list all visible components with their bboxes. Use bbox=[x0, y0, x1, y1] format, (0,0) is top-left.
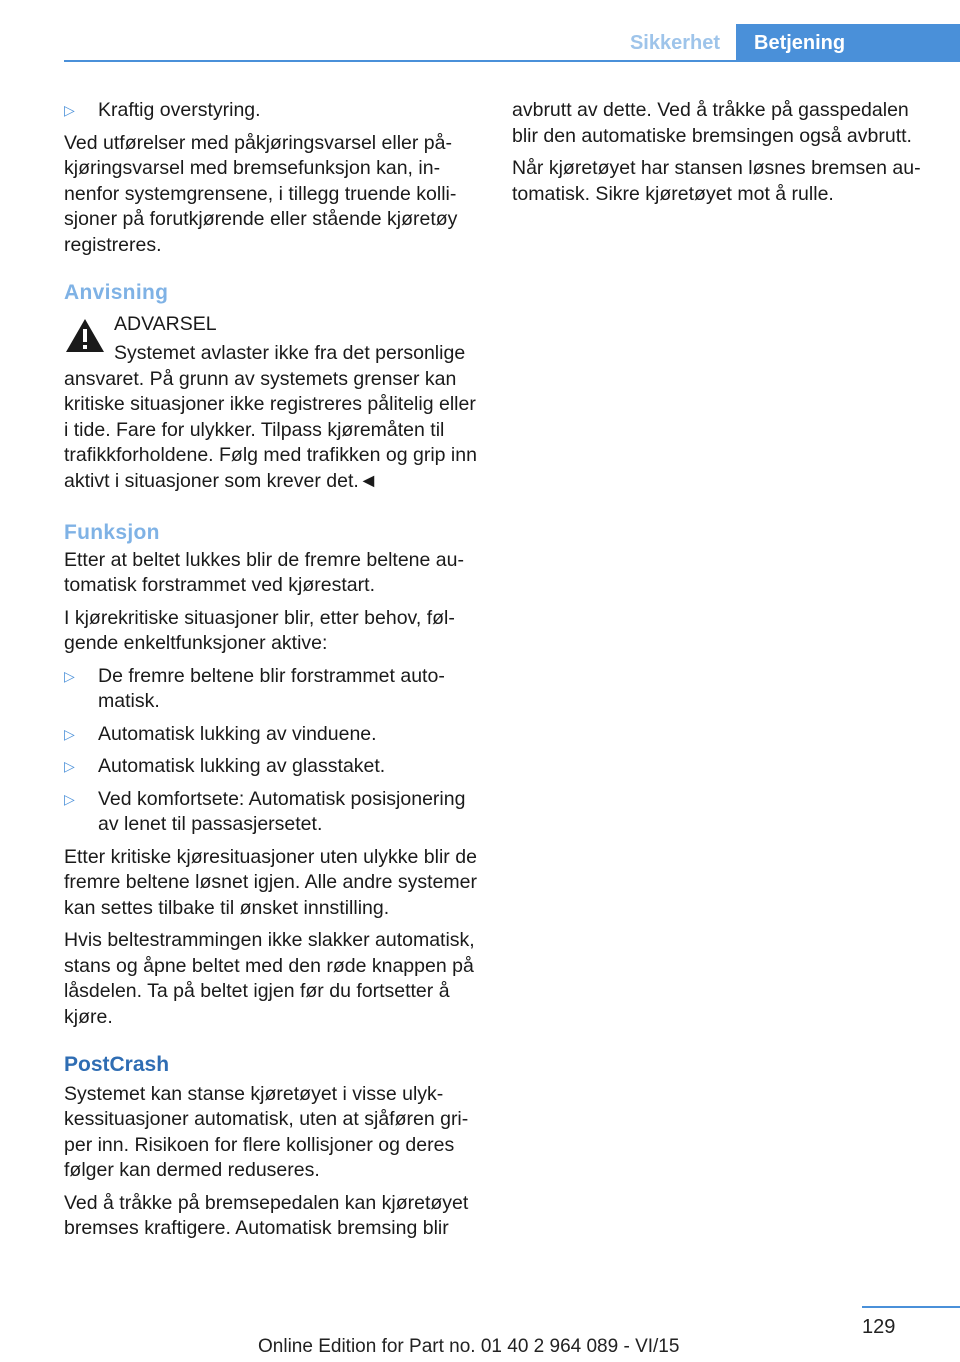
paragraph: Etter at beltet lukkes blir de fremre beltene automatisk forstrammet ved kjørestart. bbox=[64, 548, 464, 596]
list-item bbox=[64, 98, 478, 124]
tab-betjening[interactable]: Betjening bbox=[736, 24, 960, 62]
triangle-right-icon: ▷ bbox=[64, 758, 75, 774]
paragraph: Ved å tråkke på bremsepedalen kan kjøretøyet bremses kraftigere. Automatisk bremsing blir bbox=[64, 1191, 469, 1239]
bullet-text: Kraftig overstyring. bbox=[98, 99, 261, 121]
bullet-text: Automatisk lukking av vinduene. bbox=[98, 722, 377, 745]
list-item bbox=[64, 722, 478, 748]
bullet-text: Ved komfortsete: Automatisk posisjonering av lenet til passasjersetet. bbox=[98, 787, 466, 835]
triangle-right-icon: ▷ bbox=[64, 667, 75, 684]
triangle-right-icon: ▷ bbox=[64, 102, 75, 118]
edition-note: Online Edition for Part no. 01 40 2 964 089 - VI/15 bbox=[258, 1336, 680, 1357]
paragraph: Ved utførelser med påkjøringsvarsel eller påkjøringsvarsel med bremsefunksjon kan, innenfor systemgrensene, i tillegg truende kollisjoner på forutkjørende eller stående kjøretøy registreres. bbox=[64, 131, 458, 256]
header-divider bbox=[64, 60, 960, 62]
heading-anvisning: Anvisning bbox=[64, 281, 169, 304]
paragraph: I kjørekritiske situasjoner blir, etter behov, følgende enkeltfunksjoner aktive: bbox=[64, 606, 455, 654]
paragraph: Etter kritiske kjøresituasjoner uten ulykke blir de fremre beltene løsnet igjen. Alle andre systemer kan settes tilbake til ønsket innstilling. bbox=[64, 845, 477, 919]
warning-title: ADVARSEL bbox=[114, 312, 217, 335]
warning-text: Systemet avlaster ikke fra det personlige ansvaret. På grunn av systemets grenser kan kritiske situasjoner ikke registreres pålitelig eller i tide. Fare for ulykker. Tilpass kjøremåten til trafikkforholdene. Følg med trafikken og grip inn aktivt i situasjoner som krever det.◄ bbox=[64, 342, 477, 492]
right-column bbox=[512, 98, 932, 214]
paragraph: Når kjøretøyet har stansen løsnes bremsen automatisk. Sikre kjøretøyet mot å rulle. bbox=[512, 157, 921, 205]
warning-triangle-icon bbox=[64, 316, 106, 354]
page-header bbox=[0, 0, 960, 62]
footer-divider bbox=[862, 1306, 960, 1308]
paragraph: Systemet kan stanse kjøretøyet i visse ulykkessituasjoner automatisk, uten at sjåføren griper inn. Risikoen for flere kollisjoner og deres følger kan dermed reduseres. bbox=[64, 1082, 469, 1181]
list-item bbox=[64, 664, 478, 715]
tab-sikkerhet[interactable]: Sikkerhet bbox=[629, 32, 720, 54]
list-item bbox=[64, 754, 478, 780]
triangle-right-icon: ▷ bbox=[64, 725, 75, 742]
paragraph: Hvis beltestrammingen ikke slakker automatisk, stans og åpne beltet med den røde knappen på låsdelen. Ta på beltet igjen før du fortsetter å kjøre. bbox=[64, 929, 475, 1028]
bullet-text: Automatisk lukking av glasstaket. bbox=[98, 755, 386, 777]
heading-postcrash: PostCrash bbox=[64, 1053, 170, 1076]
page-number: 129 bbox=[862, 1316, 896, 1338]
bullet-text: De fremre beltene blir forstrammet automatisk. bbox=[98, 664, 445, 712]
list-item bbox=[64, 787, 478, 838]
warning-block bbox=[64, 312, 478, 495]
triangle-right-icon: ▷ bbox=[64, 790, 75, 807]
left-column bbox=[64, 98, 478, 1249]
heading-funksjon: Funksjon bbox=[64, 521, 160, 544]
paragraph: avbrutt av dette. Ved å tråkke på gasspedalen blir den automatiske bremsingen også avbrutt. bbox=[512, 99, 912, 147]
